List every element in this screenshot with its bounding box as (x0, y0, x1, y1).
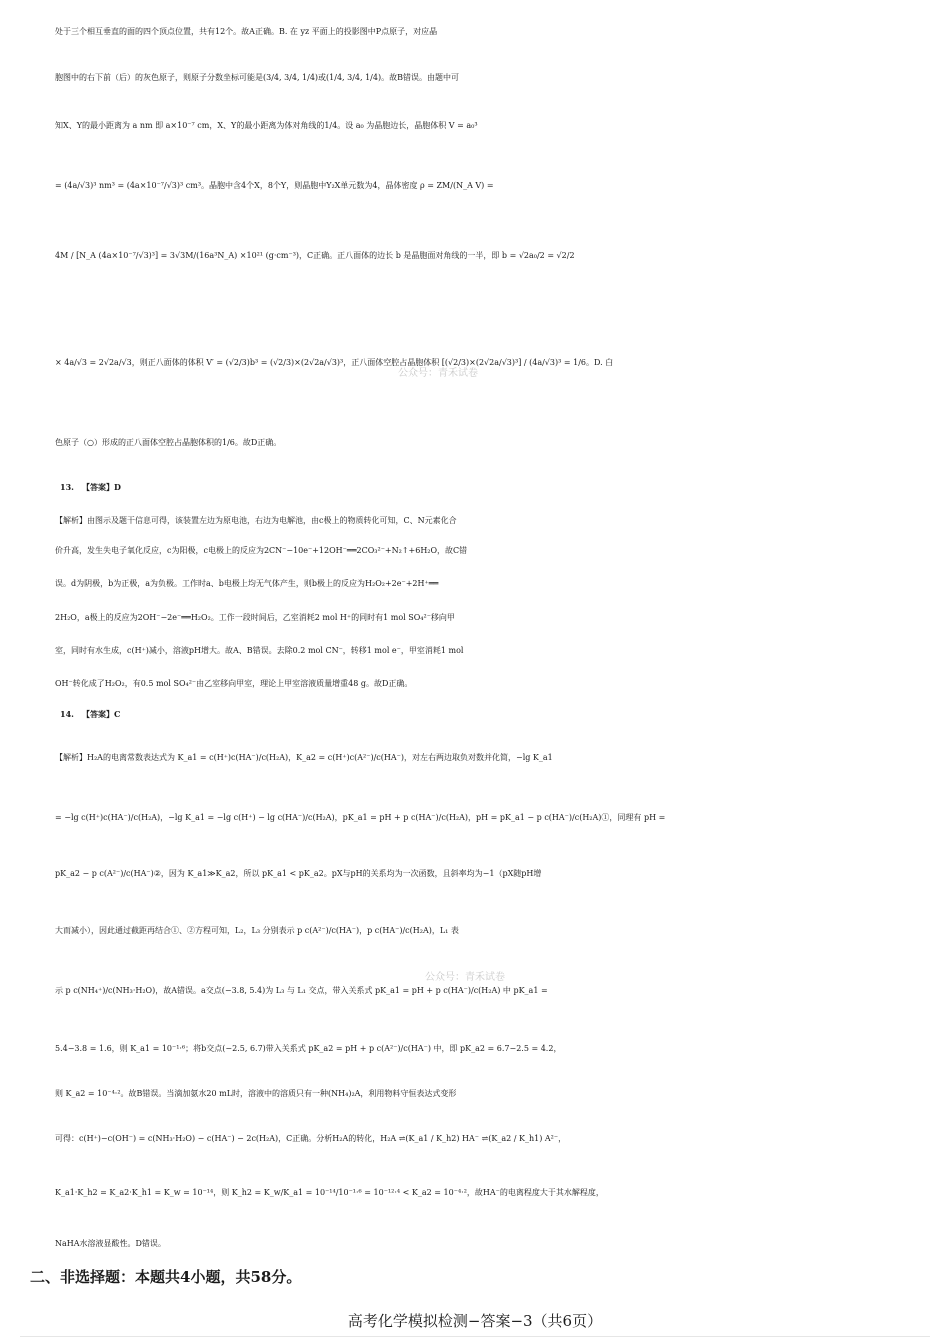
text-line: 示 p c(NH₄⁺)/c(NH₃·H₂O)，故A错误。a交点(−3.8, 5.4)为 L₃ 与 L₁ 交点，带入关系式 pK_a1 = pH + p c(HA⁻)/c(H₂A) 中 pK_a1 = (55, 986, 548, 995)
answer-label: 【答案】C (82, 709, 121, 719)
text-line: K_a1·K_h2 = K_a2·K_h1 = K_w = 10⁻¹⁴，则 K_h2 = K_w/K_a1 = 10⁻¹⁴/10⁻¹·⁶ = 10⁻¹²·⁴ < K_a2 = 10⁻⁴·²，故HA⁻的电离程度大于其水解程度， (55, 1188, 604, 1197)
text-line: 则 K_a2 = 10⁻⁴·²。故B错误。当滴加氨水20 mL时，溶液中的溶质只有一种(NH₄)₂A，利用物料守恒表达式变形 (55, 1089, 457, 1098)
text-line: 知X、Y的最小距离为 a nm 即 a×10⁻⁷ cm，X、Y的最小距离为体对角线的1/4。设 a₀ 为晶胞边长，晶胞体积 V = a₀³ (55, 121, 478, 130)
text-line: = (4a/√3)³ nm³ = (4a×10⁻⁷/√3)³ cm³。晶胞中含4个X，8个Y，则晶胞中Y₂X单元数为4，晶体密度 ρ = ZM/(N_A V) = (55, 181, 494, 190)
text-line: 误。d为阴极，b为正极，a为负极。工作时a、b电极上均无气体产生，则b极上的反应为H₂O₂+2e⁻+2H⁺══ (55, 579, 439, 588)
text-line: 4M / [N_A (4a×10⁻⁷/√3)³] = 3√3M/(16a³N_A) ×10²¹ (g·cm⁻³)，C正确。正八面体的边长 b 是晶胞面对角线的一半，即 b = √2a₀/2 = √2/2 (55, 251, 575, 260)
text-line: 价升高，发生失电子氧化反应，c为阳极，c电极上的反应为2CN⁻−10e⁻+12OH⁻══2CO₃²⁻+N₂↑+6H₂O，故C错 (55, 546, 468, 555)
question-number: 13. (60, 482, 74, 492)
text-line: NaHA水溶液显酸性。D错误。 (55, 1239, 166, 1248)
text-line: pK_a2 − p c(A²⁻)/c(HA⁻)②，因为 K_a1≫K_a2，所以 pK_a1 < pK_a2。pX与pH的关系均为一次函数，且斜率均为−1（pX随pH增 (55, 869, 542, 878)
watermark: 公众号：青禾试卷 (398, 368, 478, 379)
text-line: 处于三个相互垂直的面的四个顶点位置，共有12个。故A正确。B. 在 yz 平面上的投影图中P点原子，对应晶 (55, 27, 438, 36)
divider (20, 1336, 930, 1337)
text-line: 【解析】由图示及题干信息可得，该装置左边为原电池，右边为电解池，由c极上的物质转化可知，C、N元素化合 (55, 516, 457, 525)
page-footer: 高考化学模拟检测−答案−3（共6页） (347, 1312, 603, 1330)
text-line: 5.4−3.8 = 1.6，则 K_a1 = 10⁻¹·⁶；将b交点(−2.5, 6.7)带入关系式 pK_a2 = pH + p c(A²⁻)/c(HA⁻) 中，即 pK_a2 = 6.7−2.5 = 4.2， (55, 1044, 562, 1053)
answer-label: 【答案】D (82, 482, 121, 492)
text-line: OH⁻转化成了H₂O₂，有0.5 mol SO₄²⁻由乙室移向甲室，理论上甲室溶液质量增重48 g。故D正确。 (55, 679, 413, 688)
question-number: 14. (60, 709, 74, 719)
text-line: 可得：c(H⁺)−c(OH⁻) = c(NH₃·H₂O) − c(HA⁻) − 2c(H₂A)，C正确。分析H₂A的转化，H₂A ⇌(K_a1 / K_h2) HA⁻ ⇌(K_a2 / K_h1) A²⁻， (55, 1134, 567, 1143)
text-line: × 4a/√3 = 2√2a/√3，则正八面体的体积 V′ = (√2/3)b³ = (√2/3)×(2√2a/√3)³，正八面体空腔占晶胞体积 [(√2/3)×(2√2a/√3)³] / (4a/√3)³ = 1/6。D. 白 (55, 358, 614, 367)
text-line: 【解析】H₂A的电离常数表达式为 K_a1 = c(H⁺)c(HA⁻)/c(H₂A)，K_a2 = c(H⁺)c(A²⁻)/c(HA⁻)，对左右两边取负对数并化简，−lg K_a1 (55, 753, 553, 762)
text-line: = −lg c(H⁺)c(HA⁻)/c(H₂A)，−lg K_a1 = −lg c(H⁺) − lg c(HA⁻)/c(H₂A)，pK_a1 = pH + p c(HA⁻)/c(H₂A)，pH = pK_a1 − p c(HA⁻)/c(H₂A)①，同理有 pH = (55, 813, 666, 822)
watermark: 公众号：青禾试卷 (425, 972, 505, 983)
section-title: 二、非选择题：本题共4小题，共58分。 (30, 1268, 302, 1286)
text-line: 胞图中的右下前（后）的灰色原子，则原子分数坐标可能是(3/4, 3/4, 1/4)或(1/4, 3/4, 1/4)。故B错误。由题中可 (55, 73, 459, 82)
text-line: 2H₂O，a极上的反应为2OH⁻−2e⁻══H₂O₂。工作一段时间后，乙室消耗2 mol H⁺的同时有1 mol SO₄²⁻移向甲 (55, 613, 455, 622)
text-line: 大而减小），因此通过截距再结合①、②方程可知，L₂，L₃ 分别表示 p c(A²⁻)/c(HA⁻)，p c(HA⁻)/c(H₂A)，L₁ 表 (55, 926, 459, 935)
text-line: 色原子（○）形成的正八面体空腔占晶胞体积的1/6。故D正确。 (55, 438, 282, 447)
text-line: 室，同时有水生成，c(H⁺)减小，溶液pH增大。故A、B错误。去除0.2 mol CN⁻，转移1 mol e⁻，甲室消耗1 mol (55, 646, 464, 655)
